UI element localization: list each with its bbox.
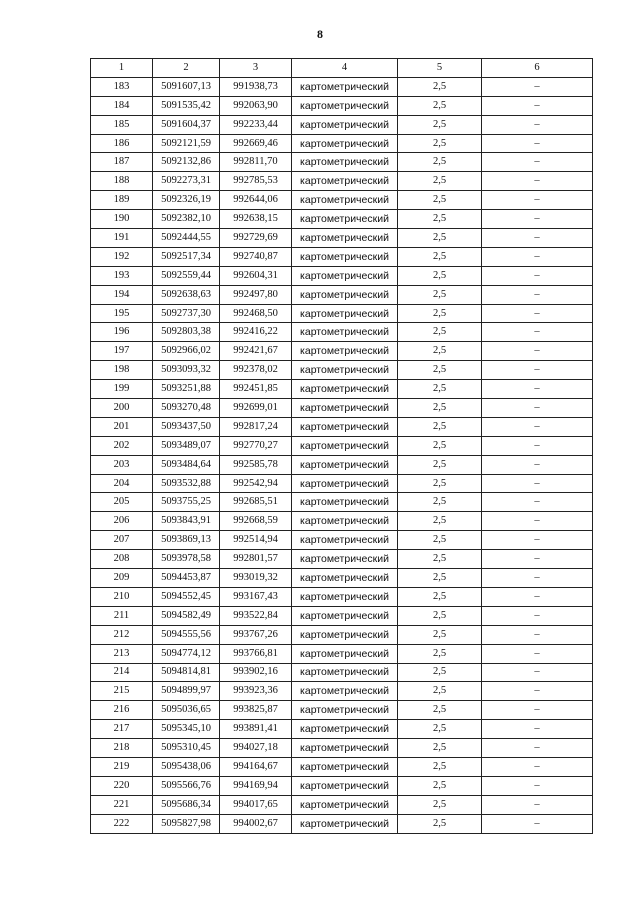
x-coordinate-cell: 5092326,19 xyxy=(153,191,220,210)
description-cell: – xyxy=(482,455,593,474)
point-number-cell: 189 xyxy=(91,191,153,210)
point-number-cell: 197 xyxy=(91,342,153,361)
description-cell: – xyxy=(482,531,593,550)
y-coordinate-cell: 992801,57 xyxy=(220,550,292,569)
x-coordinate-cell: 5093755,25 xyxy=(153,493,220,512)
table-row xyxy=(91,380,593,399)
point-number-cell: 185 xyxy=(91,115,153,134)
y-coordinate-cell: 994017,65 xyxy=(220,795,292,814)
description-cell: – xyxy=(482,153,593,172)
table-row xyxy=(91,247,593,266)
y-coordinate-cell: 993825,87 xyxy=(220,701,292,720)
y-coordinate-cell: 994169,94 xyxy=(220,776,292,795)
method-cell: картометрический xyxy=(292,701,398,720)
y-coordinate-cell: 993019,32 xyxy=(220,569,292,588)
accuracy-cell: 2,5 xyxy=(398,77,482,96)
description-cell: – xyxy=(482,720,593,739)
y-coordinate-cell: 992811,70 xyxy=(220,153,292,172)
point-number-cell: 205 xyxy=(91,493,153,512)
y-coordinate-cell: 992740,87 xyxy=(220,247,292,266)
method-cell: картометрический xyxy=(292,229,398,248)
accuracy-cell: 2,5 xyxy=(398,399,482,418)
method-cell: картометрический xyxy=(292,342,398,361)
point-number-cell: 209 xyxy=(91,569,153,588)
method-cell: картометрический xyxy=(292,682,398,701)
x-coordinate-cell: 5095827,98 xyxy=(153,814,220,833)
method-cell: картометрический xyxy=(292,153,398,172)
x-coordinate-cell: 5094582,49 xyxy=(153,606,220,625)
y-coordinate-cell: 992421,67 xyxy=(220,342,292,361)
point-number-cell: 203 xyxy=(91,455,153,474)
method-cell: картометрический xyxy=(292,266,398,285)
table-body xyxy=(91,77,593,833)
description-cell: – xyxy=(482,172,593,191)
table-row xyxy=(91,191,593,210)
y-coordinate-cell: 993767,26 xyxy=(220,625,292,644)
y-coordinate-cell: 994164,67 xyxy=(220,757,292,776)
y-coordinate-cell: 992585,78 xyxy=(220,455,292,474)
method-cell: картометрический xyxy=(292,115,398,134)
y-coordinate-cell: 992729,69 xyxy=(220,229,292,248)
table-row xyxy=(91,361,593,380)
column-header: 1 xyxy=(91,59,153,78)
accuracy-cell: 2,5 xyxy=(398,191,482,210)
point-number-cell: 220 xyxy=(91,776,153,795)
y-coordinate-cell: 992638,15 xyxy=(220,210,292,229)
method-cell: картометрический xyxy=(292,493,398,512)
table-row xyxy=(91,814,593,833)
description-cell: – xyxy=(482,229,593,248)
x-coordinate-cell: 5093093,32 xyxy=(153,361,220,380)
description-cell: – xyxy=(482,795,593,814)
table-row xyxy=(91,323,593,342)
accuracy-cell: 2,5 xyxy=(398,757,482,776)
accuracy-cell: 2,5 xyxy=(398,795,482,814)
method-cell: картометрический xyxy=(292,247,398,266)
point-number-cell: 215 xyxy=(91,682,153,701)
table-row xyxy=(91,644,593,663)
x-coordinate-cell: 5092966,02 xyxy=(153,342,220,361)
description-cell: – xyxy=(482,814,593,833)
accuracy-cell: 2,5 xyxy=(398,776,482,795)
x-coordinate-cell: 5092517,34 xyxy=(153,247,220,266)
method-cell: картометрический xyxy=(292,361,398,380)
point-number-cell: 196 xyxy=(91,323,153,342)
x-coordinate-cell: 5091607,13 xyxy=(153,77,220,96)
description-cell: – xyxy=(482,644,593,663)
x-coordinate-cell: 5093843,91 xyxy=(153,512,220,531)
x-coordinate-cell: 5093437,50 xyxy=(153,417,220,436)
point-number-cell: 221 xyxy=(91,795,153,814)
x-coordinate-cell: 5093270,48 xyxy=(153,399,220,418)
accuracy-cell: 2,5 xyxy=(398,531,482,550)
description-cell: – xyxy=(482,304,593,323)
x-coordinate-cell: 5095438,06 xyxy=(153,757,220,776)
y-coordinate-cell: 992063,90 xyxy=(220,96,292,115)
method-cell: картометрический xyxy=(292,172,398,191)
x-coordinate-cell: 5094814,81 xyxy=(153,663,220,682)
description-cell: – xyxy=(482,96,593,115)
method-cell: картометрический xyxy=(292,644,398,663)
y-coordinate-cell: 993923,36 xyxy=(220,682,292,701)
accuracy-cell: 2,5 xyxy=(398,512,482,531)
method-cell: картометрический xyxy=(292,757,398,776)
y-coordinate-cell: 992378,02 xyxy=(220,361,292,380)
description-cell: – xyxy=(482,191,593,210)
accuracy-cell: 2,5 xyxy=(398,663,482,682)
description-cell: – xyxy=(482,285,593,304)
table-row xyxy=(91,550,593,569)
method-cell: картометрический xyxy=(292,587,398,606)
table-row xyxy=(91,172,593,191)
point-number-cell: 218 xyxy=(91,739,153,758)
x-coordinate-cell: 5095310,45 xyxy=(153,739,220,758)
point-number-cell: 217 xyxy=(91,720,153,739)
method-cell: картометрический xyxy=(292,399,398,418)
table-row xyxy=(91,436,593,455)
y-coordinate-cell: 992699,01 xyxy=(220,399,292,418)
x-coordinate-cell: 5095345,10 xyxy=(153,720,220,739)
x-coordinate-cell: 5091604,37 xyxy=(153,115,220,134)
accuracy-cell: 2,5 xyxy=(398,587,482,606)
description-cell: – xyxy=(482,210,593,229)
y-coordinate-cell: 994027,18 xyxy=(220,739,292,758)
description-cell: – xyxy=(482,682,593,701)
point-number-cell: 219 xyxy=(91,757,153,776)
table-row xyxy=(91,266,593,285)
point-number-cell: 204 xyxy=(91,474,153,493)
accuracy-cell: 2,5 xyxy=(398,474,482,493)
x-coordinate-cell: 5094552,45 xyxy=(153,587,220,606)
description-cell: – xyxy=(482,493,593,512)
point-number-cell: 208 xyxy=(91,550,153,569)
accuracy-cell: 2,5 xyxy=(398,266,482,285)
x-coordinate-cell: 5093532,88 xyxy=(153,474,220,493)
accuracy-cell: 2,5 xyxy=(398,172,482,191)
x-coordinate-cell: 5095686,34 xyxy=(153,795,220,814)
table-row xyxy=(91,285,593,304)
description-cell: – xyxy=(482,342,593,361)
method-cell: картометрический xyxy=(292,304,398,323)
x-coordinate-cell: 5094774,12 xyxy=(153,644,220,663)
description-cell: – xyxy=(482,474,593,493)
accuracy-cell: 2,5 xyxy=(398,455,482,474)
description-cell: – xyxy=(482,587,593,606)
description-cell: – xyxy=(482,512,593,531)
table-row xyxy=(91,96,593,115)
point-number-cell: 206 xyxy=(91,512,153,531)
description-cell: – xyxy=(482,380,593,399)
column-header: 6 xyxy=(482,59,593,78)
x-coordinate-cell: 5092382,10 xyxy=(153,210,220,229)
accuracy-cell: 2,5 xyxy=(398,342,482,361)
accuracy-cell: 2,5 xyxy=(398,493,482,512)
accuracy-cell: 2,5 xyxy=(398,644,482,663)
point-number-cell: 198 xyxy=(91,361,153,380)
table-row xyxy=(91,304,593,323)
point-number-cell: 186 xyxy=(91,134,153,153)
description-cell: – xyxy=(482,399,593,418)
point-number-cell: 214 xyxy=(91,663,153,682)
description-cell: – xyxy=(482,663,593,682)
x-coordinate-cell: 5093484,64 xyxy=(153,455,220,474)
table-header-row xyxy=(91,59,593,78)
x-coordinate-cell: 5092638,63 xyxy=(153,285,220,304)
table-row xyxy=(91,455,593,474)
accuracy-cell: 2,5 xyxy=(398,361,482,380)
method-cell: картометрический xyxy=(292,380,398,399)
point-number-cell: 193 xyxy=(91,266,153,285)
method-cell: картометрический xyxy=(292,739,398,758)
accuracy-cell: 2,5 xyxy=(398,550,482,569)
x-coordinate-cell: 5095036,65 xyxy=(153,701,220,720)
accuracy-cell: 2,5 xyxy=(398,96,482,115)
table-row xyxy=(91,153,593,172)
table-row xyxy=(91,606,593,625)
accuracy-cell: 2,5 xyxy=(398,304,482,323)
point-number-cell: 210 xyxy=(91,587,153,606)
x-coordinate-cell: 5094899,97 xyxy=(153,682,220,701)
y-coordinate-cell: 992514,94 xyxy=(220,531,292,550)
y-coordinate-cell: 992542,94 xyxy=(220,474,292,493)
y-coordinate-cell: 992468,50 xyxy=(220,304,292,323)
point-number-cell: 194 xyxy=(91,285,153,304)
method-cell: картометрический xyxy=(292,210,398,229)
x-coordinate-cell: 5091535,42 xyxy=(153,96,220,115)
accuracy-cell: 2,5 xyxy=(398,229,482,248)
accuracy-cell: 2,5 xyxy=(398,380,482,399)
point-number-cell: 211 xyxy=(91,606,153,625)
description-cell: – xyxy=(482,701,593,720)
table-row xyxy=(91,625,593,644)
x-coordinate-cell: 5093869,13 xyxy=(153,531,220,550)
accuracy-cell: 2,5 xyxy=(398,153,482,172)
method-cell: картометрический xyxy=(292,474,398,493)
table-row xyxy=(91,757,593,776)
table-row xyxy=(91,342,593,361)
y-coordinate-cell: 994002,67 xyxy=(220,814,292,833)
table-row xyxy=(91,701,593,720)
table-row xyxy=(91,115,593,134)
point-number-cell: 183 xyxy=(91,77,153,96)
x-coordinate-cell: 5092737,30 xyxy=(153,304,220,323)
method-cell: картометрический xyxy=(292,134,398,153)
table-row xyxy=(91,493,593,512)
y-coordinate-cell: 993522,84 xyxy=(220,606,292,625)
method-cell: картометрический xyxy=(292,191,398,210)
y-coordinate-cell: 992497,80 xyxy=(220,285,292,304)
description-cell: – xyxy=(482,361,593,380)
accuracy-cell: 2,5 xyxy=(398,115,482,134)
point-number-cell: 216 xyxy=(91,701,153,720)
x-coordinate-cell: 5094453,87 xyxy=(153,569,220,588)
column-header: 4 xyxy=(292,59,398,78)
x-coordinate-cell: 5092803,38 xyxy=(153,323,220,342)
method-cell: картометрический xyxy=(292,77,398,96)
table-row xyxy=(91,210,593,229)
accuracy-cell: 2,5 xyxy=(398,814,482,833)
table-row xyxy=(91,399,593,418)
y-coordinate-cell: 992668,59 xyxy=(220,512,292,531)
point-number-cell: 213 xyxy=(91,644,153,663)
description-cell: – xyxy=(482,417,593,436)
x-coordinate-cell: 5092559,44 xyxy=(153,266,220,285)
method-cell: картометрический xyxy=(292,455,398,474)
x-coordinate-cell: 5092121,59 xyxy=(153,134,220,153)
point-number-cell: 187 xyxy=(91,153,153,172)
accuracy-cell: 2,5 xyxy=(398,323,482,342)
description-cell: – xyxy=(482,247,593,266)
point-number-cell: 199 xyxy=(91,380,153,399)
method-cell: картометрический xyxy=(292,417,398,436)
description-cell: – xyxy=(482,77,593,96)
point-number-cell: 200 xyxy=(91,399,153,418)
method-cell: картометрический xyxy=(292,814,398,833)
y-coordinate-cell: 993891,41 xyxy=(220,720,292,739)
point-number-cell: 207 xyxy=(91,531,153,550)
description-cell: – xyxy=(482,436,593,455)
description-cell: – xyxy=(482,134,593,153)
point-number-cell: 212 xyxy=(91,625,153,644)
column-header: 3 xyxy=(220,59,292,78)
description-cell: – xyxy=(482,606,593,625)
y-coordinate-cell: 992770,27 xyxy=(220,436,292,455)
accuracy-cell: 2,5 xyxy=(398,134,482,153)
table-row xyxy=(91,587,593,606)
method-cell: картометрический xyxy=(292,569,398,588)
point-number-cell: 190 xyxy=(91,210,153,229)
y-coordinate-cell: 992451,85 xyxy=(220,380,292,399)
page-number: 8 xyxy=(317,27,323,41)
description-cell: – xyxy=(482,625,593,644)
method-cell: картометрический xyxy=(292,606,398,625)
accuracy-cell: 2,5 xyxy=(398,701,482,720)
method-cell: картометрический xyxy=(292,625,398,644)
accuracy-cell: 2,5 xyxy=(398,210,482,229)
y-coordinate-cell: 993902,16 xyxy=(220,663,292,682)
point-number-cell: 202 xyxy=(91,436,153,455)
table-row xyxy=(91,569,593,588)
column-header: 2 xyxy=(153,59,220,78)
x-coordinate-cell: 5093489,07 xyxy=(153,436,220,455)
y-coordinate-cell: 993167,43 xyxy=(220,587,292,606)
accuracy-cell: 2,5 xyxy=(398,720,482,739)
accuracy-cell: 2,5 xyxy=(398,682,482,701)
y-coordinate-cell: 992669,46 xyxy=(220,134,292,153)
description-cell: – xyxy=(482,266,593,285)
method-cell: картометрический xyxy=(292,531,398,550)
accuracy-cell: 2,5 xyxy=(398,285,482,304)
point-number-cell: 191 xyxy=(91,229,153,248)
x-coordinate-cell: 5092132,86 xyxy=(153,153,220,172)
x-coordinate-cell: 5092444,55 xyxy=(153,229,220,248)
table-row xyxy=(91,229,593,248)
x-coordinate-cell: 5092273,31 xyxy=(153,172,220,191)
method-cell: картометрический xyxy=(292,720,398,739)
x-coordinate-cell: 5093251,88 xyxy=(153,380,220,399)
y-coordinate-cell: 993766,81 xyxy=(220,644,292,663)
description-cell: – xyxy=(482,776,593,795)
table-row xyxy=(91,512,593,531)
accuracy-cell: 2,5 xyxy=(398,625,482,644)
x-coordinate-cell: 5095566,76 xyxy=(153,776,220,795)
table-row xyxy=(91,720,593,739)
x-coordinate-cell: 5093978,58 xyxy=(153,550,220,569)
method-cell: картометрический xyxy=(292,285,398,304)
method-cell: картометрический xyxy=(292,663,398,682)
y-coordinate-cell: 992233,44 xyxy=(220,115,292,134)
table-row xyxy=(91,531,593,550)
table-row xyxy=(91,134,593,153)
point-number-cell: 201 xyxy=(91,417,153,436)
table-row xyxy=(91,795,593,814)
y-coordinate-cell: 991938,73 xyxy=(220,77,292,96)
accuracy-cell: 2,5 xyxy=(398,417,482,436)
y-coordinate-cell: 992416,22 xyxy=(220,323,292,342)
accuracy-cell: 2,5 xyxy=(398,436,482,455)
method-cell: картометрический xyxy=(292,436,398,455)
description-cell: – xyxy=(482,739,593,758)
description-cell: – xyxy=(482,569,593,588)
table-row xyxy=(91,682,593,701)
method-cell: картометрический xyxy=(292,776,398,795)
method-cell: картометрический xyxy=(292,96,398,115)
method-cell: картометрический xyxy=(292,323,398,342)
accuracy-cell: 2,5 xyxy=(398,247,482,266)
description-cell: – xyxy=(482,323,593,342)
accuracy-cell: 2,5 xyxy=(398,606,482,625)
table-row xyxy=(91,474,593,493)
y-coordinate-cell: 992785,53 xyxy=(220,172,292,191)
point-number-cell: 192 xyxy=(91,247,153,266)
coordinates-table xyxy=(90,58,593,834)
y-coordinate-cell: 992817,24 xyxy=(220,417,292,436)
table-row xyxy=(91,417,593,436)
description-cell: – xyxy=(482,757,593,776)
y-coordinate-cell: 992644,06 xyxy=(220,191,292,210)
table-row xyxy=(91,776,593,795)
x-coordinate-cell: 5094555,56 xyxy=(153,625,220,644)
point-number-cell: 188 xyxy=(91,172,153,191)
point-number-cell: 195 xyxy=(91,304,153,323)
point-number-cell: 184 xyxy=(91,96,153,115)
table-row xyxy=(91,739,593,758)
y-coordinate-cell: 992604,31 xyxy=(220,266,292,285)
method-cell: картометрический xyxy=(292,512,398,531)
table-row xyxy=(91,663,593,682)
y-coordinate-cell: 992685,51 xyxy=(220,493,292,512)
table-row xyxy=(91,77,593,96)
method-cell: картометрический xyxy=(292,550,398,569)
point-number-cell: 222 xyxy=(91,814,153,833)
method-cell: картометрический xyxy=(292,795,398,814)
column-header: 5 xyxy=(398,59,482,78)
accuracy-cell: 2,5 xyxy=(398,569,482,588)
accuracy-cell: 2,5 xyxy=(398,739,482,758)
description-cell: – xyxy=(482,550,593,569)
description-cell: – xyxy=(482,115,593,134)
